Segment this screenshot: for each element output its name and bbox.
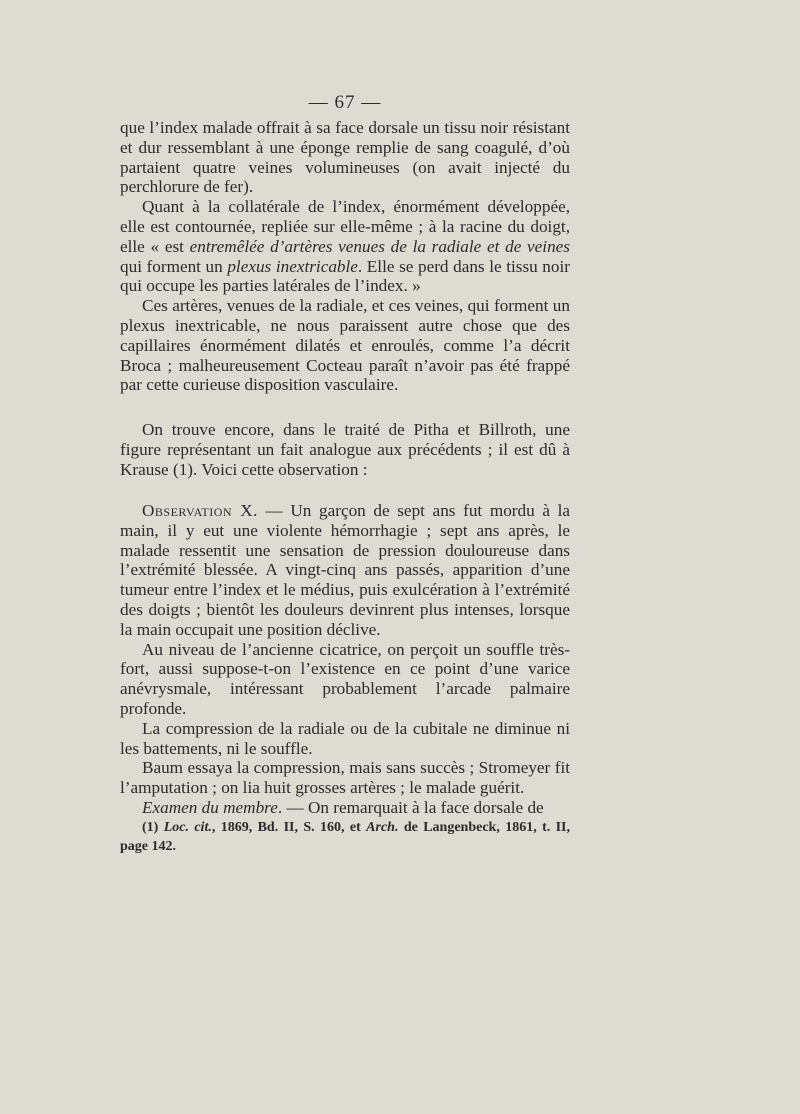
page-number: — 67 —: [308, 92, 382, 113]
italic-text: Loc. cit.: [163, 820, 212, 835]
paragraph: [120, 197, 570, 296]
paragraph: [120, 296, 570, 395]
paragraph: [120, 118, 570, 197]
text-run: Baum essaya la compression, mais sans succès ; Stromeyer fit l’amputation ; on lia huit grosses artères ; le malade guérit.: [120, 758, 570, 798]
observation-label: Observation X.: [142, 501, 258, 520]
paragraph: [120, 420, 570, 479]
paragraph: [120, 758, 570, 798]
paragraph: [120, 501, 570, 640]
footnote: [120, 818, 570, 856]
text-run: qui forment un: [120, 256, 228, 276]
observation-block: [120, 501, 570, 818]
text-run: Quant à la collatérale de l’index, énormément développée, elle est contournée, repliée sur elle-même ; à la racine du doigt, elle « est: [120, 197, 570, 256]
text-run: de Langenbeck, 1861, t. II, page 142.: [120, 820, 571, 854]
text-block-1: [120, 118, 570, 395]
paragraph: [120, 798, 570, 818]
italic-text: Arch.: [366, 820, 399, 835]
text-run: , 1869, Bd. II, S. 160, et: [211, 820, 367, 835]
paragraph: [120, 640, 570, 719]
text-run: (1): [142, 820, 164, 835]
paragraph: [120, 719, 570, 759]
italic-text: entremêlée d’artères venues de la radiale et de veines: [189, 236, 570, 256]
text-run: La compression de la radiale ou de la cubitale ne diminue ni les battements, ni le souffle.: [120, 718, 570, 758]
text-run: On trouve encore, dans le traité de Pitha et Billroth, une figure représentant un fait analogue aux précédents ; il est dû à Krause (1). Voici cette observation :: [120, 420, 570, 479]
text-block-2: [120, 420, 570, 479]
text-run: que l’index malade offrait à sa face dorsale un tissu noir résistant et dur ressemblant à une éponge remplie de sang coagulé, d’où partaient quatre veines volumineuses (on avait injecté du perchlorure de fer).: [120, 118, 570, 197]
italic-text: plexus inextricable: [227, 256, 358, 276]
text-run: . Elle se perd dans le tissu noir qui occupe les parties latérales de l’index. »: [120, 256, 570, 296]
text-run: Ces artères, venues de la radiale, et ces veines, qui forment un plexus inextricable, ne nous paraissent autre chose que des capillaires énormément dilatés et enroulés, comme l’a décrit Broca ; malheureusement Cocteau paraît n’avoir pas été frappé par cette curieuse disposition vasculaire.: [120, 296, 570, 395]
text-run: Au niveau de l’ancienne cicatrice, on perçoit un souffle très-fort, aussi suppose-t-on l’existence en ce point d’une varice anévrysmale, intéressant probablement l’arcade palmaire profonde.: [120, 639, 570, 718]
text-run: . — On remarquait à la face dorsale de: [277, 797, 544, 817]
text-run: — Un garçon de sept ans fut mordu à la main, il y eut une violente hémorrhagie ; sept ans après, le malade ressentit une sensation de pression douloureuse dans l’extrémité blessée. A vingt-cinq ans passés, apparition d’une tumeur entre l’index et le médius, puis exulcération à l’extrémité des doigts ; bientôt les douleurs devinrent plus intenses, lorsque la main occupait une position déclive.: [120, 501, 570, 639]
italic-text: Examen du membre: [142, 797, 278, 817]
